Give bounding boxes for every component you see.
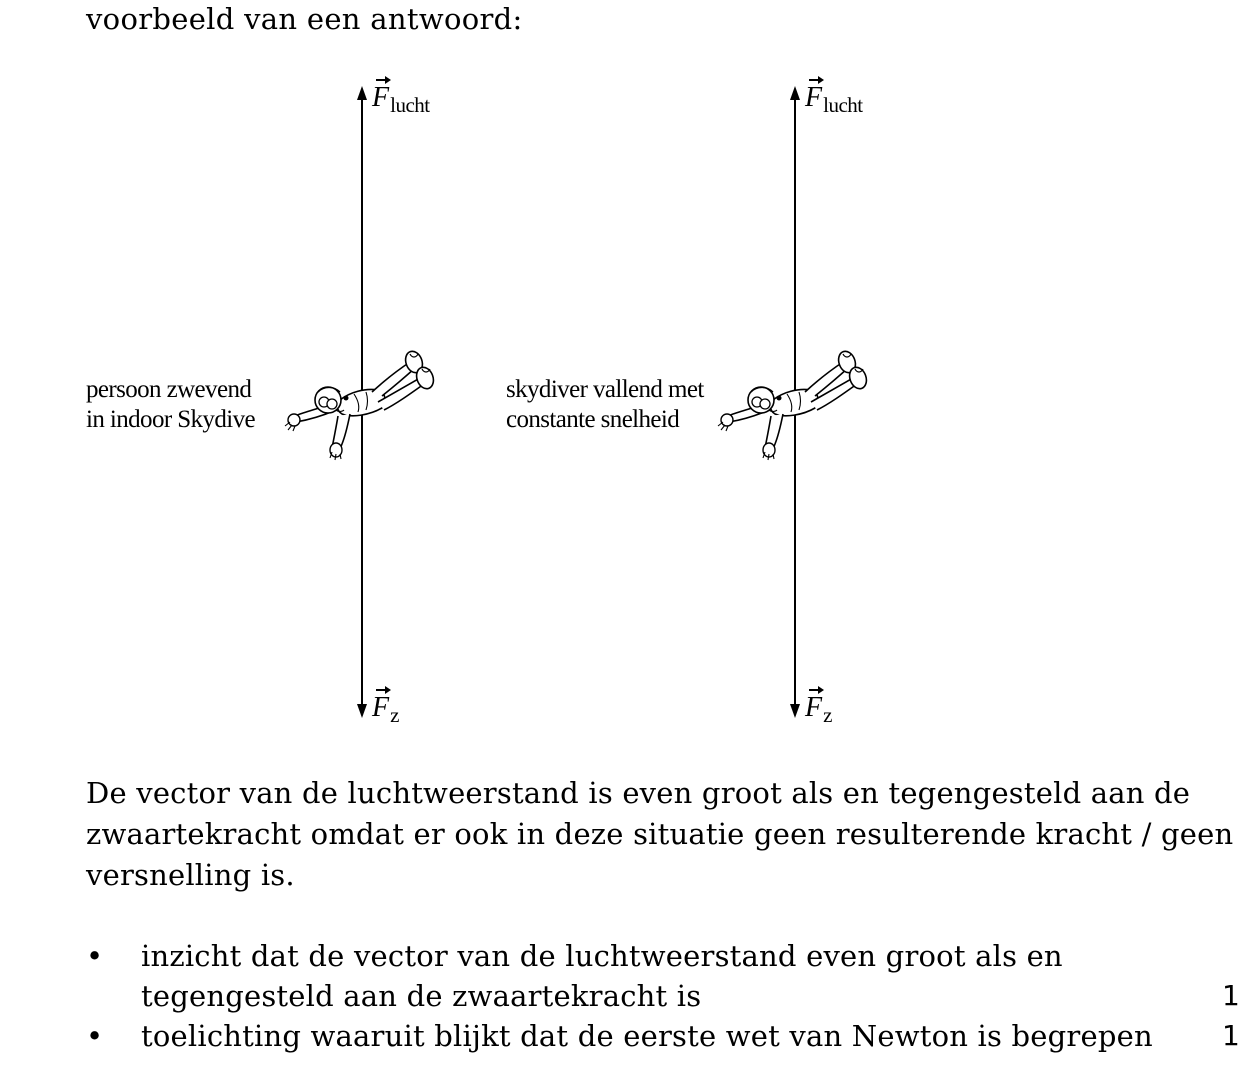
- criterion-score: 1: [1221, 1019, 1240, 1052]
- criterion-score: 1: [1221, 979, 1240, 1012]
- right-arrowhead-up: [790, 86, 800, 100]
- right-force-down-label: $F_z$: [805, 692, 832, 727]
- right-skydiver-figure: [718, 349, 869, 460]
- right-arrowhead-down: [790, 704, 800, 718]
- right-force-up-label: $F_{lucht}$: [805, 82, 863, 117]
- criterion-text: inzicht dat de vector van de luchtweerstand even groot als en tegengesteld aan de zwaartekracht is: [141, 939, 1063, 1013]
- criterion-item: [86, 936, 1243, 1016]
- intro-text: voorbeeld van een antwoord:: [86, 2, 523, 36]
- left-skydiver-figure: [285, 349, 436, 460]
- left-arrowhead-up: [357, 86, 367, 100]
- right-caption: skydiver vallend met constante snelheid: [506, 376, 704, 433]
- left-force-down-label: $F_z$: [372, 692, 399, 727]
- left-arrowhead-down: [357, 704, 367, 718]
- bullet-icon: •: [86, 1019, 104, 1053]
- answer-explanation: De vector van de luchtweerstand is even groot als en tegengesteld aan de zwaartekracht omdat er ook in deze situatie geen resulterende kracht / geen versnelling is.: [86, 776, 1234, 892]
- left-caption: persoon zwevend in indoor Skydive: [86, 376, 255, 433]
- scoring-criteria-list: [86, 936, 1243, 1056]
- right-diagram: [718, 82, 869, 718]
- criterion-item: [86, 1016, 1243, 1056]
- left-diagram: [285, 82, 436, 718]
- criterion-text: toelichting waaruit blijkt dat de eerste wet van Newton is begrepen: [141, 1019, 1153, 1053]
- left-force-up-label: $F_{lucht}$: [372, 82, 430, 117]
- bullet-icon: •: [86, 939, 104, 973]
